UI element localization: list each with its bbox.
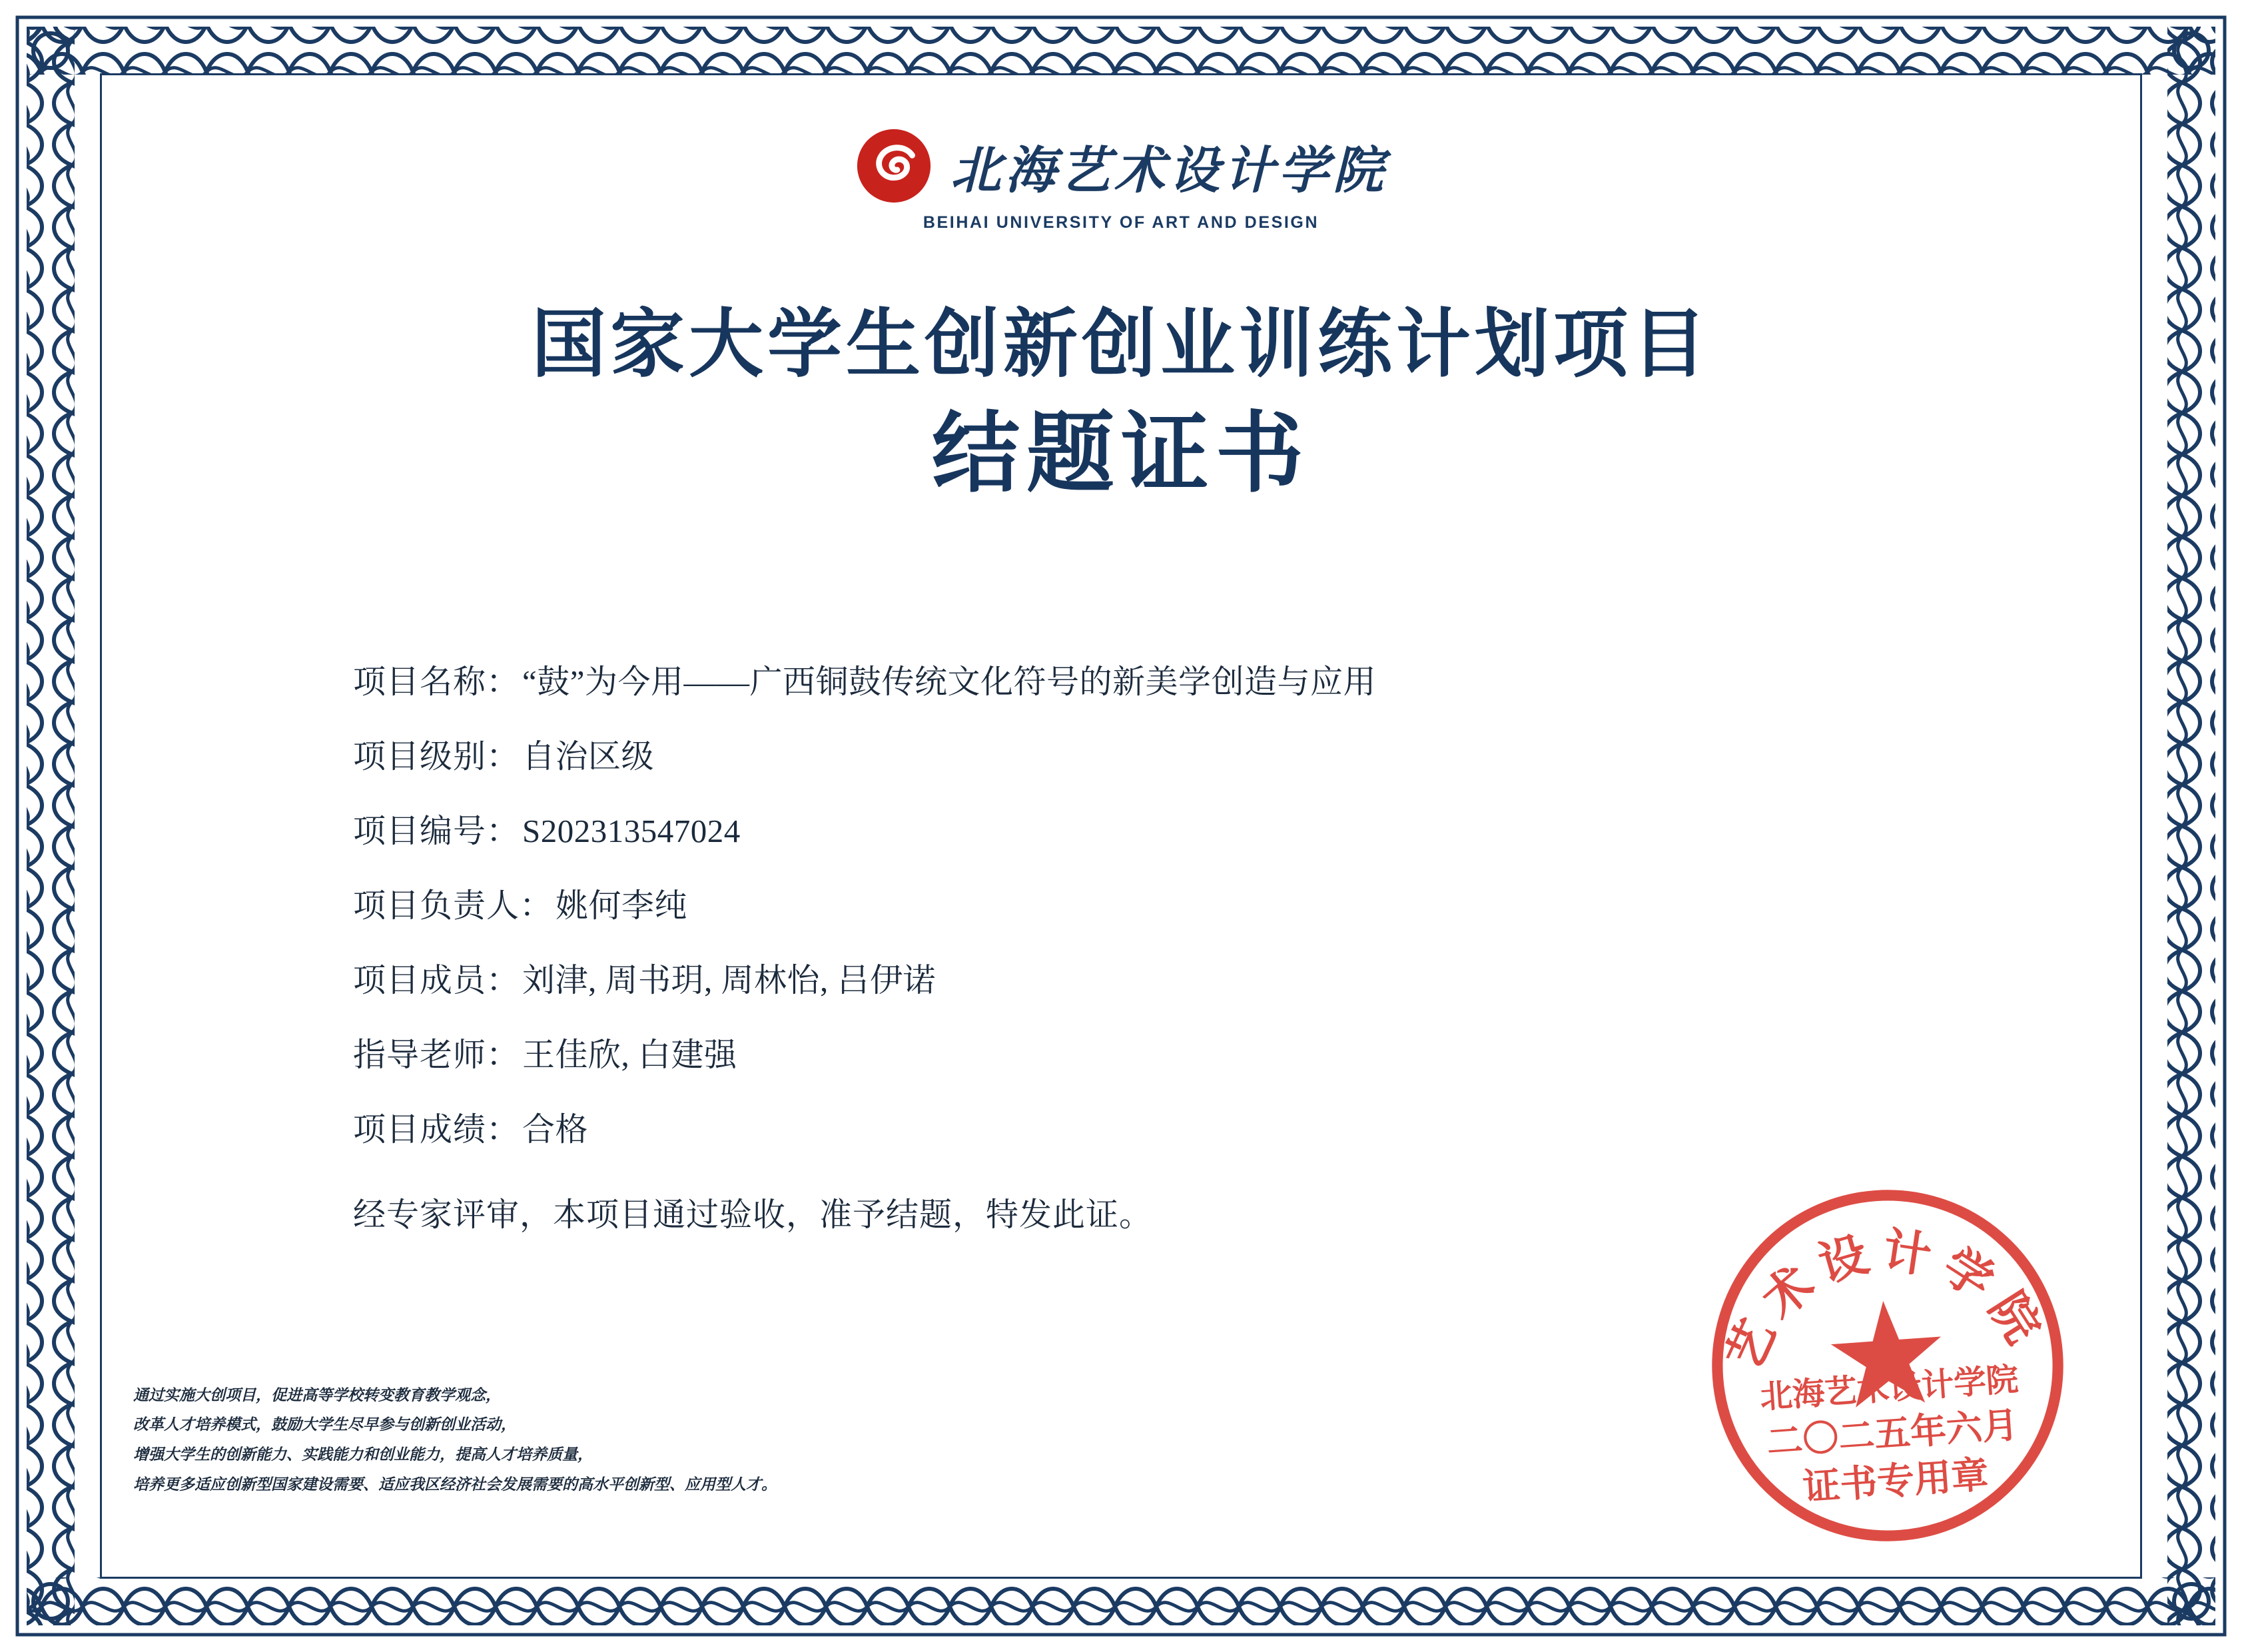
field-row-grade: [353, 1104, 2022, 1150]
certificate-title-main: 国家大学生创新创业训练计划项目: [532, 304, 1710, 386]
official-seal-stamp: [1696, 1174, 2079, 1557]
field-value: “鼓”为今用——广西铜鼓传统文化符号的新美学创造与应用: [522, 663, 1377, 700]
footnote-line: 改革人才培养模式，鼓励大学生尽早参与创新创业活动，: [133, 1416, 516, 1434]
field-value: 合格: [522, 1111, 589, 1148]
field-label: 项目成绩：: [353, 1111, 520, 1148]
field-label: 项目成员：: [353, 962, 520, 999]
certificate-title-sub: 结题证书: [932, 404, 1310, 503]
field-label: 指导老师：: [353, 1036, 520, 1073]
field-label: 项目名称：: [353, 663, 520, 700]
field-label: 项目级别：: [353, 738, 520, 775]
university-emblem-icon: [855, 127, 933, 205]
field-value: 刘津, 周书玥, 周林怡, 吕伊诺: [522, 962, 936, 999]
field-row-project-number: [353, 805, 2022, 852]
footnote-block: [133, 1381, 777, 1500]
svg-text:证书专用章: 证书专用章: [1801, 1454, 1990, 1509]
footnote-line: 通过实施大创项目，促进高等学校转变教育教学观念，: [133, 1386, 501, 1404]
institution-name-cn: 北海艺术设计学院: [950, 143, 1387, 199]
svg-text:二〇二五年六月: 二〇二五年六月: [1765, 1405, 2020, 1463]
footnote-line: 培养更多适应创新型国家建设需要、适应我区经济社会发展需要的高水平创新型、应用型人才。: [133, 1476, 777, 1493]
institution-logo-block: [0, 127, 2242, 232]
field-value: S202313547024: [522, 813, 741, 849]
field-label: 项目负责人：: [353, 887, 554, 924]
certificate-fields: [353, 656, 2022, 1236]
field-value: 王佳欣, 白建强: [522, 1036, 737, 1073]
svg-text:北海艺术设计学院: 北海艺术设计学院: [1758, 1361, 2020, 1416]
field-label: 项目编号：: [353, 813, 520, 849]
field-row-advisors: [353, 1029, 2022, 1076]
field-row-project-name: [353, 656, 2022, 703]
footnote-line: 增强大学生的创新能力、实践能力和创业能力，提高人才培养质量，: [133, 1446, 593, 1463]
title-block: [0, 300, 2242, 509]
institution-name-en: BEIHAI UNIVERSITY OF ART AND DESIGN: [923, 213, 1319, 232]
field-row-project-leader: [353, 880, 2022, 927]
field-value: 自治区级: [522, 738, 655, 775]
field-row-project-level: [353, 731, 2022, 777]
svg-text:艺术设计学院: 艺术设计学院: [1717, 1223, 2055, 1378]
approval-statement: 经专家评审，本项目通过验收，准予结题，特发此证。: [353, 1196, 1153, 1233]
field-row-project-members: [353, 955, 2022, 1001]
field-value: 姚何李纯: [556, 887, 688, 924]
